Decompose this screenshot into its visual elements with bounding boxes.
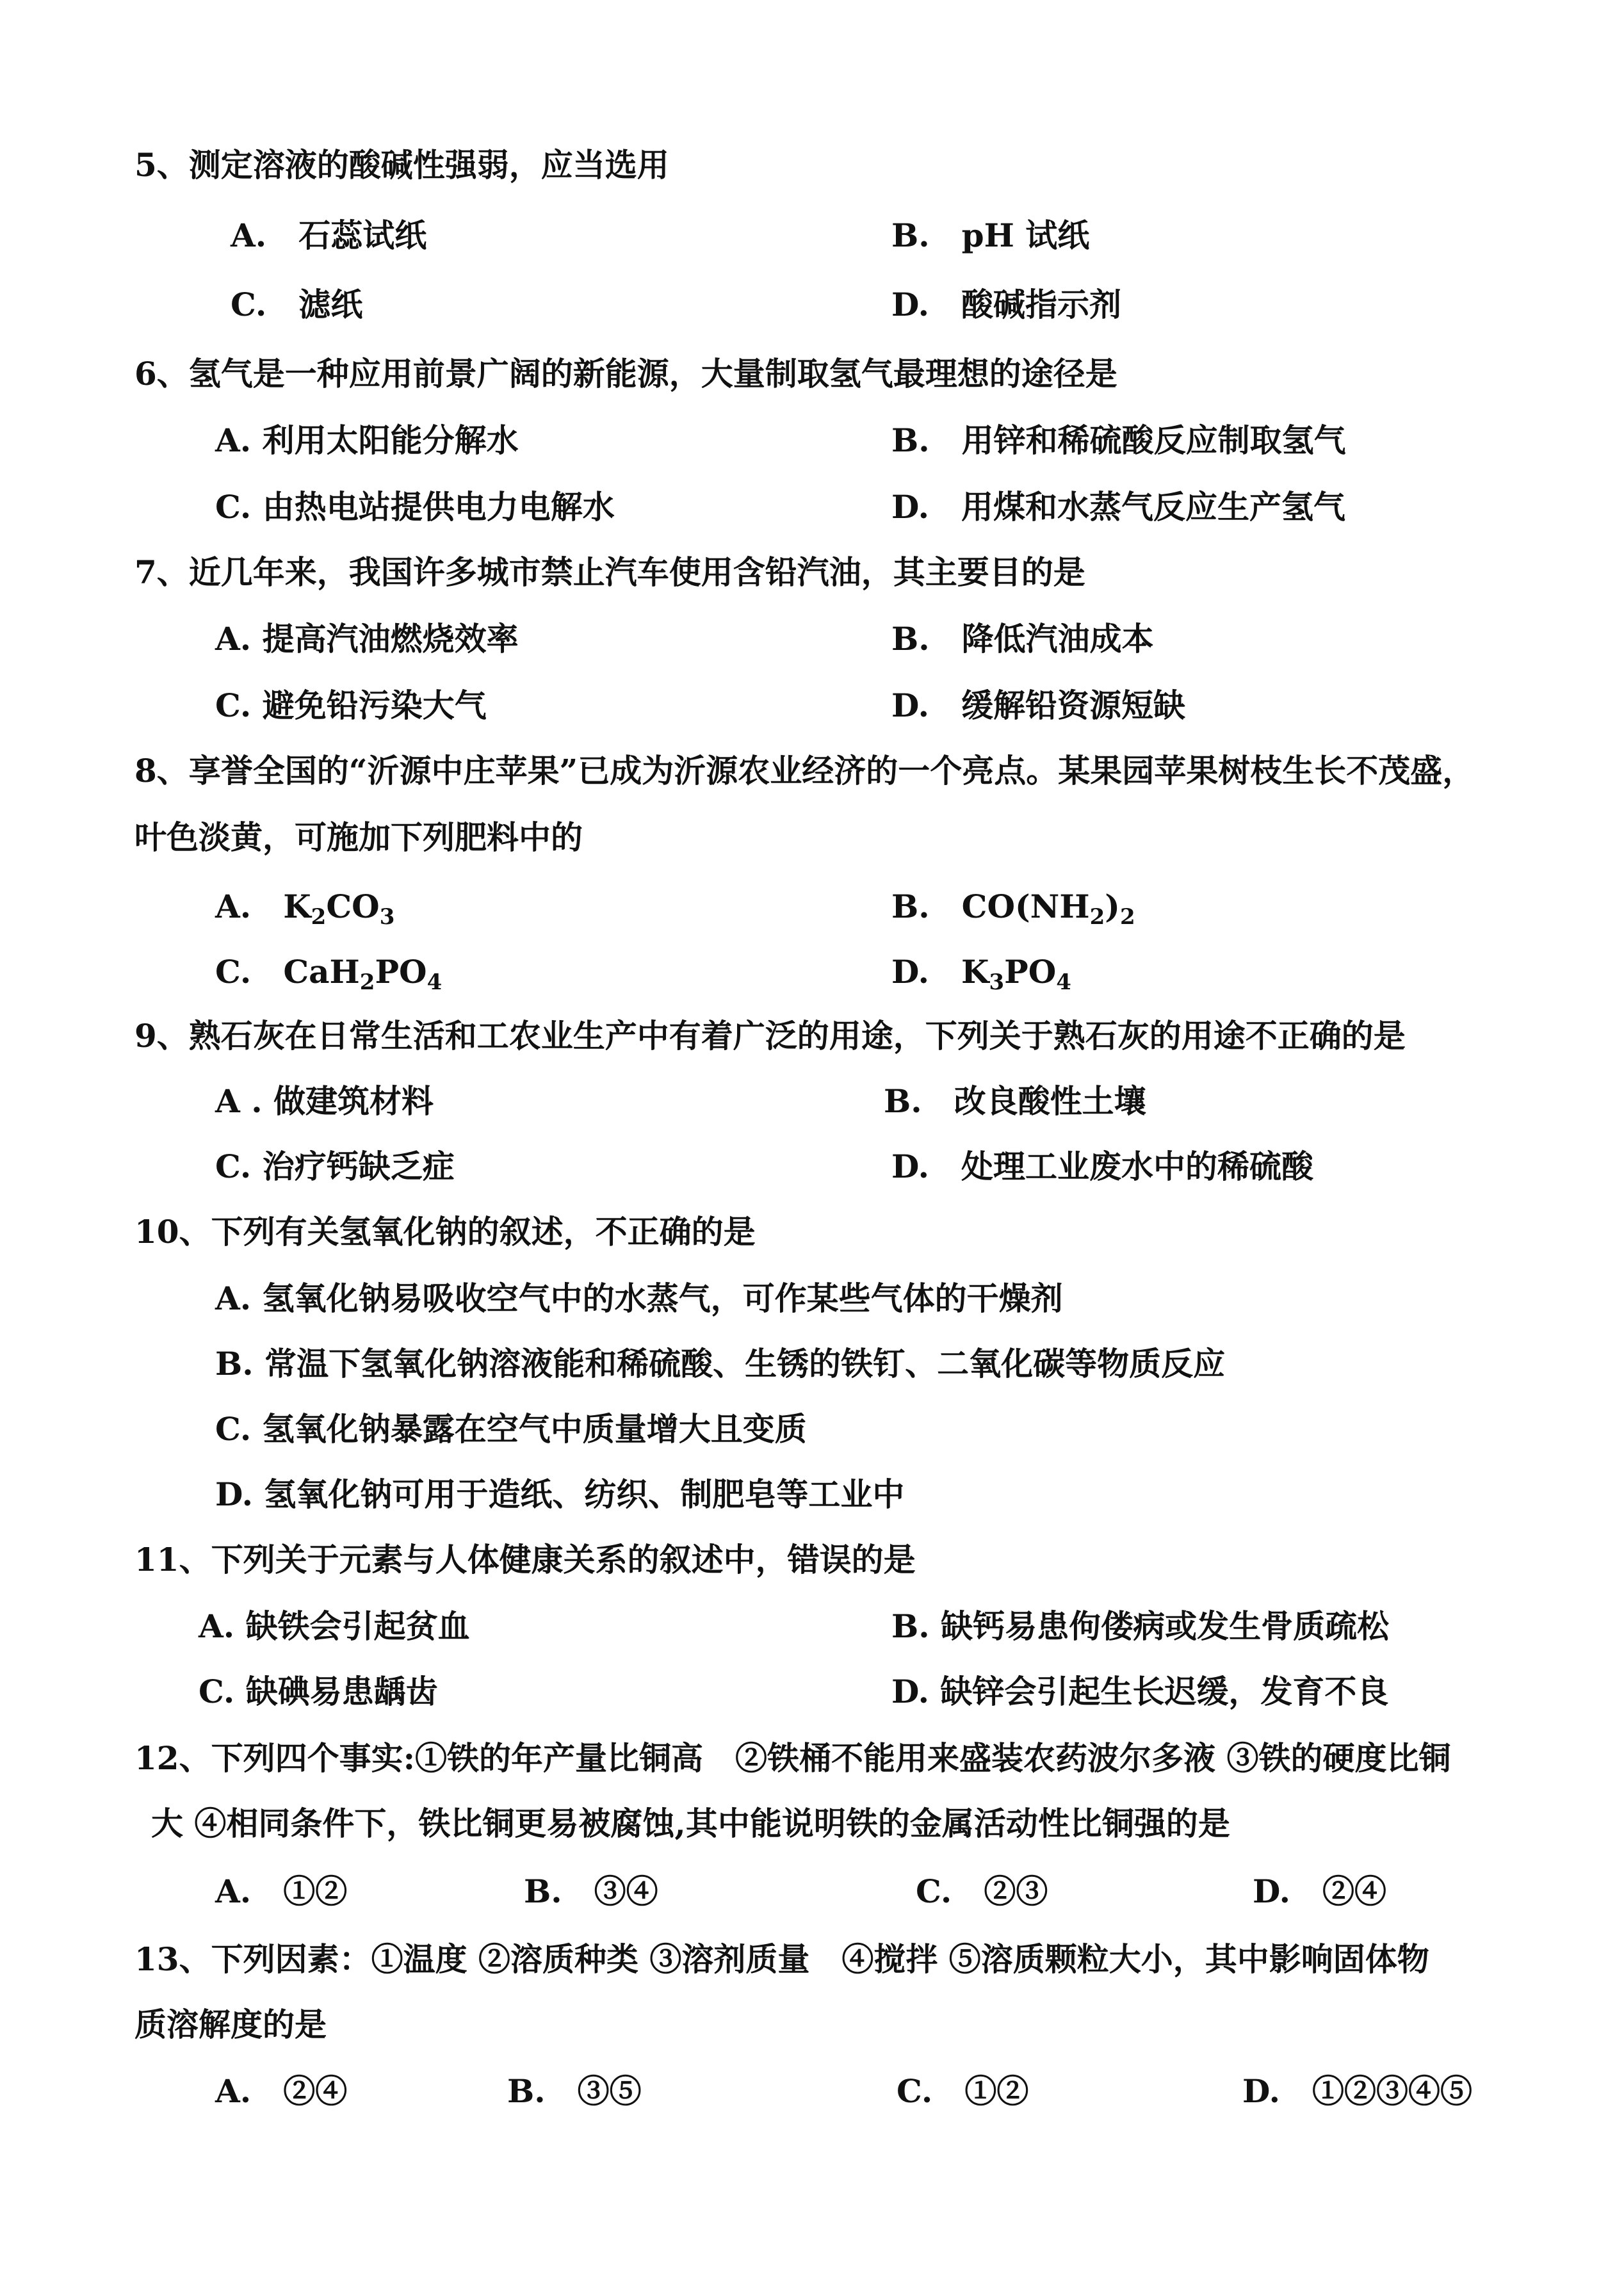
q11-option-b: B. 缺钙易患佝偻病或发生骨质疏松 (891, 1607, 1390, 1645)
question-10-stem: 10、下列有关氢氧化钠的叙述，不正确的是 (134, 1213, 756, 1251)
q12-option-d: D. ②④ (1253, 1872, 1386, 1910)
q7-option-c: C. 避免铅污染大气 (215, 686, 487, 724)
q12-option-c: C. ②③ (916, 1872, 1048, 1910)
q10-option-b: B. 常温下氢氧化钠溶液能和稀硫酸、生锈的铁钉、二氧化碳等物质反应 (215, 1345, 1226, 1383)
q13-option-c: C. ①② (897, 2072, 1029, 2110)
q10-option-d: D. 氢氧化钠可用于造纸、纺织、制肥皂等工业中 (215, 1475, 905, 1513)
q8-option-d: D. $K_3PO_4$ (891, 953, 1071, 995)
q7-option-a: A. 提高汽油燃烧效率 (215, 620, 519, 658)
q10-option-c: C. 氢氧化钠暴露在空气中质量增大且变质 (215, 1410, 807, 1448)
question-12-stem-line-2: 大 ④相同条件下，铁比铜更易被腐蚀,其中能说明铁的金属活动性比铜强的是 (151, 1804, 1230, 1842)
q9-option-c: C. 治疗钙缺乏症 (215, 1148, 455, 1185)
q8-option-a: A. $K_2CO_3$ (215, 888, 395, 930)
q9-option-b: B. 改良酸性土壤 (884, 1082, 1146, 1120)
q11-option-d: D. 缺锌会引起生长迟缓，发育不良 (891, 1673, 1389, 1710)
q11-option-c: C. 缺碘易患龋齿 (199, 1673, 438, 1710)
q6-option-b: B. 用锌和稀硫酸反应制取氢气 (891, 421, 1346, 459)
q7-option-b: B. 降低汽油成本 (891, 620, 1154, 658)
q13-option-d: D. ①②③④⑤ (1242, 2072, 1472, 2110)
q8-option-c: C. $CaH_2PO_4$ (215, 953, 443, 995)
question-13-stem-line-2: 质溶解度的是 (134, 2006, 327, 2043)
q5-option-b: B. pH 试纸 (891, 216, 1090, 254)
question-13-stem-line-1: 13、下列因素：①温度 ②溶质种类 ③溶剂质量 ④搅拌 ⑤溶质颗粒大小，其中影响固体物 (134, 1940, 1429, 1978)
q8-option-b: B. $CO(NH_2)_2$ (891, 888, 1135, 930)
question-8-stem-line-1: 8、享誉全国的“沂源中庄苹果”已成为沂源农业经济的一个亮点。某果园苹果树枝生长不茂盛， (134, 752, 1475, 790)
q9-option-a: A . 做建筑材料 (215, 1082, 434, 1120)
q7-option-d: D. 缓解铅资源短缺 (891, 686, 1185, 724)
q13-option-a: A. ②④ (215, 2072, 348, 2110)
q5-option-d: D. 酸碱指示剂 (891, 286, 1121, 323)
q12-option-b: B. ③④ (524, 1872, 658, 1910)
question-7-stem: 7、近几年来，我国许多城市禁止汽车使用含铅汽油，其主要目的是 (134, 553, 1085, 591)
question-8-stem-line-2: 叶色淡黄，可施加下列肥料中的 (134, 818, 583, 856)
q6-option-c: C. 由热电站提供电力电解水 (215, 488, 615, 526)
question-5-stem: 5、测定溶液的酸碱性强弱，应当选用 (134, 146, 669, 184)
q9-option-d: D. 处理工业废水中的稀硫酸 (891, 1148, 1313, 1185)
q11-option-a: A. 缺铁会引起贫血 (199, 1607, 470, 1645)
question-6-stem: 6、氢气是一种应用前景广阔的新能源，大量制取氢气最理想的途径是 (134, 355, 1117, 393)
question-11-stem: 11、下列关于元素与人体健康关系的叙述中，错误的是 (134, 1541, 916, 1578)
q12-option-a: A. ①② (215, 1872, 348, 1910)
q13-option-b: B. ③⑤ (507, 2072, 642, 2110)
q6-option-a: A. 利用太阳能分解水 (215, 421, 519, 459)
question-9-stem: 9、熟石灰在日常生活和工农业生产中有着广泛的用途，下列关于熟石灰的用途不正确的是 (134, 1017, 1406, 1055)
q5-option-c: C. 滤纸 (231, 286, 363, 323)
question-12-stem-line-1: 12、下列四个事实:①铁的年产量比铜高 ②铁桶不能用来盛装农药波尔多液 ③铁的硬度比铜 (134, 1739, 1451, 1777)
q6-option-d: D. 用煤和水蒸气反应生产氢气 (891, 488, 1345, 526)
q5-option-a: A. 石蕊试纸 (231, 216, 427, 254)
q10-option-a: A. 氢氧化钠易吸收空气中的水蒸气，可作某些气体的干燥剂 (215, 1279, 1063, 1317)
